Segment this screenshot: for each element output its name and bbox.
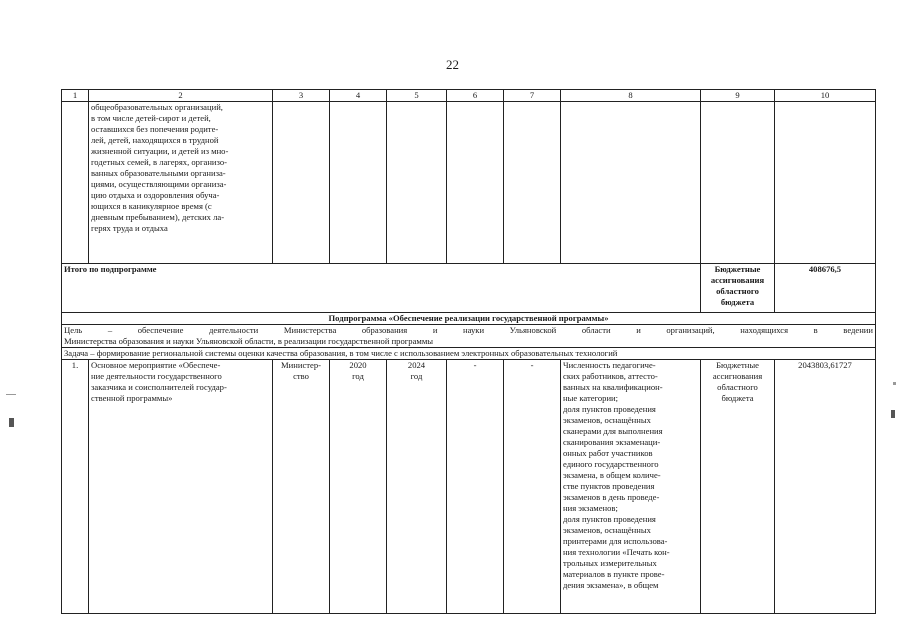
column-number: 7 [504, 90, 561, 102]
scan-mark [9, 418, 14, 427]
main-activity-row [62, 360, 876, 614]
scan-mark [891, 410, 895, 418]
activity-description: Основное мероприятие «Обеспече- ние деятельности государственного заказчика и соисполнителей государ- ственной программы» [89, 360, 273, 614]
start-year: 2020 год [330, 360, 387, 614]
column-number: 3 [273, 90, 330, 102]
column-number: 6 [447, 90, 504, 102]
executor: Министер- ство [273, 360, 330, 614]
column-number: 10 [775, 90, 876, 102]
continued-description: общеобразовательных организаций, в том числе детей-сирот и детей, оставшихся без попечения родите- лей, детей, находящихся в трудной жизненной ситуации, и детей из мно- годетных семей, в лагерях, организо- ванных образовательными организа- циями, осуществляющими организа- цию отдыха и оздоровления обуча- ющихся в каникулярное время (с дневным пребыванием), детских ла- герях труда и отдыха [89, 102, 273, 264]
col7-value: - [504, 360, 561, 614]
program-table [61, 89, 876, 614]
column-number: 9 [701, 90, 775, 102]
page-number: 22 [446, 57, 459, 72]
total-label: Итого по подпрограмме [62, 264, 701, 313]
column-number-row [62, 90, 876, 102]
indicators: Численность педагогиче- ских работников, аттесто- ванных на квалификацион- ные категории; доля пунктов проведения экзаменов, оснащённых сканерами для выполнения сканирования экзаменаци- онных работ участников единого государственного экзамена, в общем количе- стве пунктов проведения экзаменов в день проведе- ния экзаменов; доля пунктов проведения экзаменов, оснащённых принтерами для использова- ния технологии «Печать кон- трольных измерительных материалов в пункте прове- дения экзамена», в общем [561, 360, 701, 614]
column-number: 5 [387, 90, 447, 102]
subprogram-title: Подпрограмма «Обеспечение реализации государственной программы» [62, 313, 876, 325]
column-number: 1 [62, 90, 89, 102]
task-row [62, 348, 876, 360]
scan-mark [893, 382, 896, 385]
total-funding-source: Бюджетные ассигнования областного бюджета [701, 264, 775, 313]
column-number: 4 [330, 90, 387, 102]
col6-value: - [447, 360, 504, 614]
funding-source: Бюджетные ассигнования областного бюджета [701, 360, 775, 614]
end-year: 2024 год [387, 360, 447, 614]
continued-row [62, 102, 876, 264]
funding-amount: 2043803,61727 [775, 360, 876, 614]
total-amount: 408676,5 [775, 264, 876, 313]
row-number: 1. [62, 360, 89, 614]
column-number: 8 [561, 90, 701, 102]
goal-row [62, 325, 876, 348]
subprogram-row [62, 313, 876, 325]
goal-text: Цель – обеспечение деятельности Министерства образования и науки Ульяновской области и организаций, находящихся в ведении Министерства образования и науки Ульяновской области, в реализации государственной программы [62, 325, 876, 348]
scan-mark [6, 394, 16, 395]
column-number: 2 [89, 90, 273, 102]
total-row [62, 264, 876, 313]
task-text: Задача – формирование региональной системы оценки качества образования, в том числе с использованием электронных образовательных технологий [62, 348, 876, 360]
